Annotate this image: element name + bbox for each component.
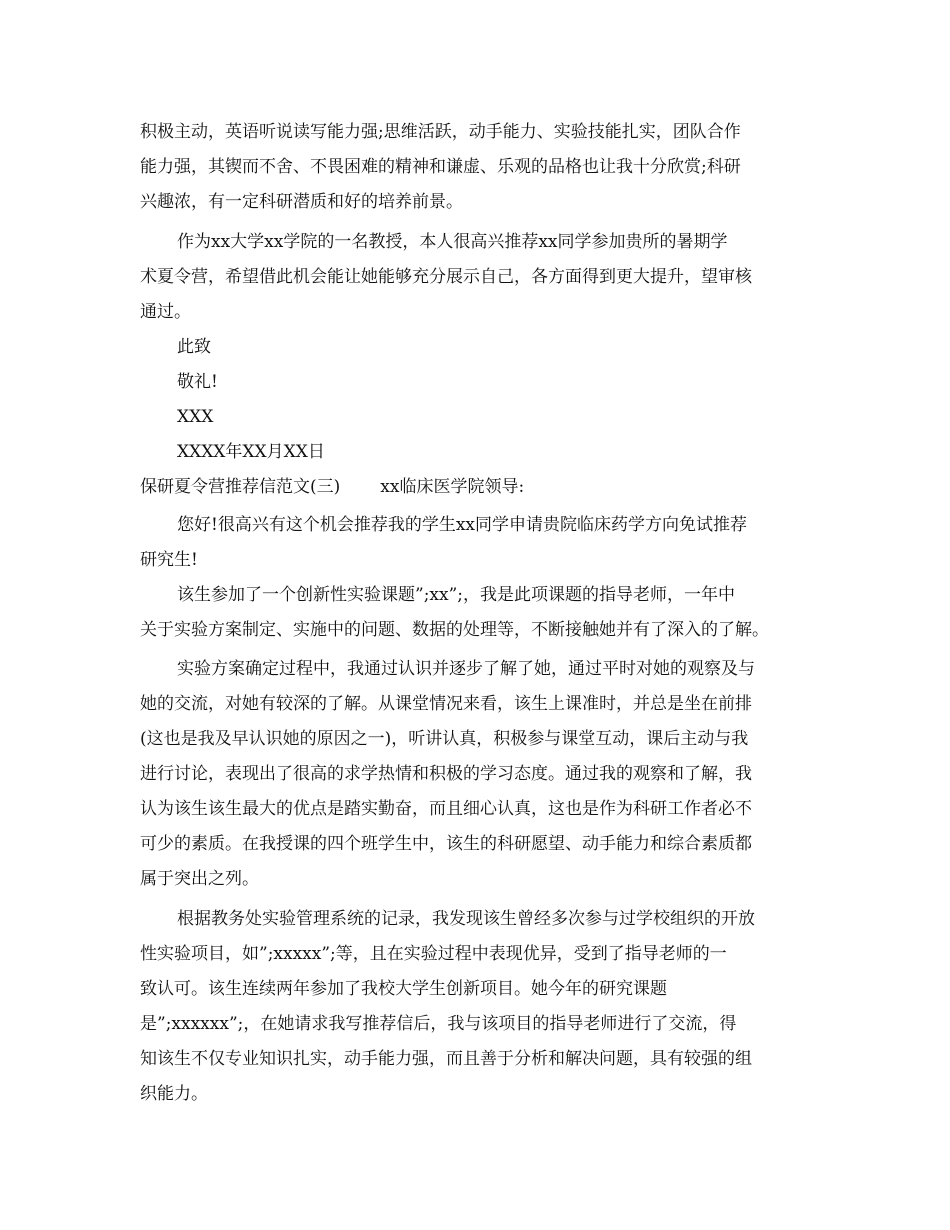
text-line: 积极主动，英语听说读写能力强;思维活跃，动手能力、实验技能扎实，团队合作 <box>140 122 741 142</box>
section-title: 保研夏令营推荐信范文(三) <box>140 477 341 497</box>
text-line: 通过。 <box>140 302 191 322</box>
closing-line: 敬礼! <box>177 372 218 392</box>
text-line: 关于实验方案制定、实施中的问题、数据的处理等，不断接触她并有了深入的了解。 <box>140 620 769 640</box>
text-line: 是”;xxxxxx”;，在她请求我写推荐信后，我与该项目的指导老师进行了交流，得 <box>140 1014 737 1034</box>
text-line: (这也是我及早认识她的原因之一)，听讲认真，积极参与课堂互动，课后主动与我 <box>140 729 749 749</box>
date-line: XXXX年XX月XX日 <box>177 442 325 462</box>
text-line: 实验方案确定过程中，我通过认识并逐步了解了她，通过平时对她的观察及与 <box>177 659 755 679</box>
text-line: 作为xx大学xx学院的一名教授，本人很高兴推荐xx同学参加贵所的暑期学 <box>177 232 728 252</box>
text-line: 她的交流，对她有较深的了解。从课堂情况来看，该生上课准时，并总是坐在前排 <box>140 694 752 714</box>
section-title-row <box>140 470 830 504</box>
text-line: 该生参加了一个创新性实验课题”;xx”;，我是此项课题的指导老师，一年中 <box>177 585 736 605</box>
text-line: 兴趣浓，有一定科研潜质和好的培养前景。 <box>140 192 463 212</box>
text-line: 知该生不仅专业知识扎实，动手能力强，而且善于分析和解决问题，具有较强的组 <box>140 1049 752 1069</box>
closing-line: 此致 <box>177 337 211 357</box>
signature-line: XXX <box>177 407 214 427</box>
text-line: 根据教务处实验管理系统的记录，我发现该生曾经多次参与过学校组织的开放 <box>177 909 755 929</box>
text-line: 术夏令营，希望借此机会能让她能够充分展示自己，各方面得到更大提升，望审核 <box>140 267 752 287</box>
text-line: 可少的素质。在我授课的四个班学生中，该生的科研愿望、动手能力和综合素质都 <box>140 834 752 854</box>
text-line: 您好!很高兴有这个机会推荐我的学生xx同学申请贵院临床药学方向免试推荐 <box>177 515 748 535</box>
text-line: 进行讨论，表现出了很高的求学热情和积极的学习态度。通过我的观察和了解，我 <box>140 764 752 784</box>
text-line: 性实验项目，如”;xxxxx”;等，且在实验过程中表现优异，受到了指导老师的一 <box>140 944 727 964</box>
text-line: 能力强，其锲而不舍、不畏困难的精神和谦虚、乐观的品格也让我十分欣赏;科研 <box>140 157 741 177</box>
text-line: 织能力。 <box>140 1084 208 1104</box>
text-line: 研究生! <box>140 550 198 570</box>
text-line: 属于突出之列。 <box>140 869 259 889</box>
text-line: 致认可。该生连续两年参加了我校大学生创新项目。她今年的研究课题 <box>140 979 667 999</box>
text-line: 认为该生该生最大的优点是踏实勤奋，而且细心认真，这也是作为科研工作者必不 <box>140 799 752 819</box>
section-greeting: xx临床医学院领导: <box>380 477 525 497</box>
